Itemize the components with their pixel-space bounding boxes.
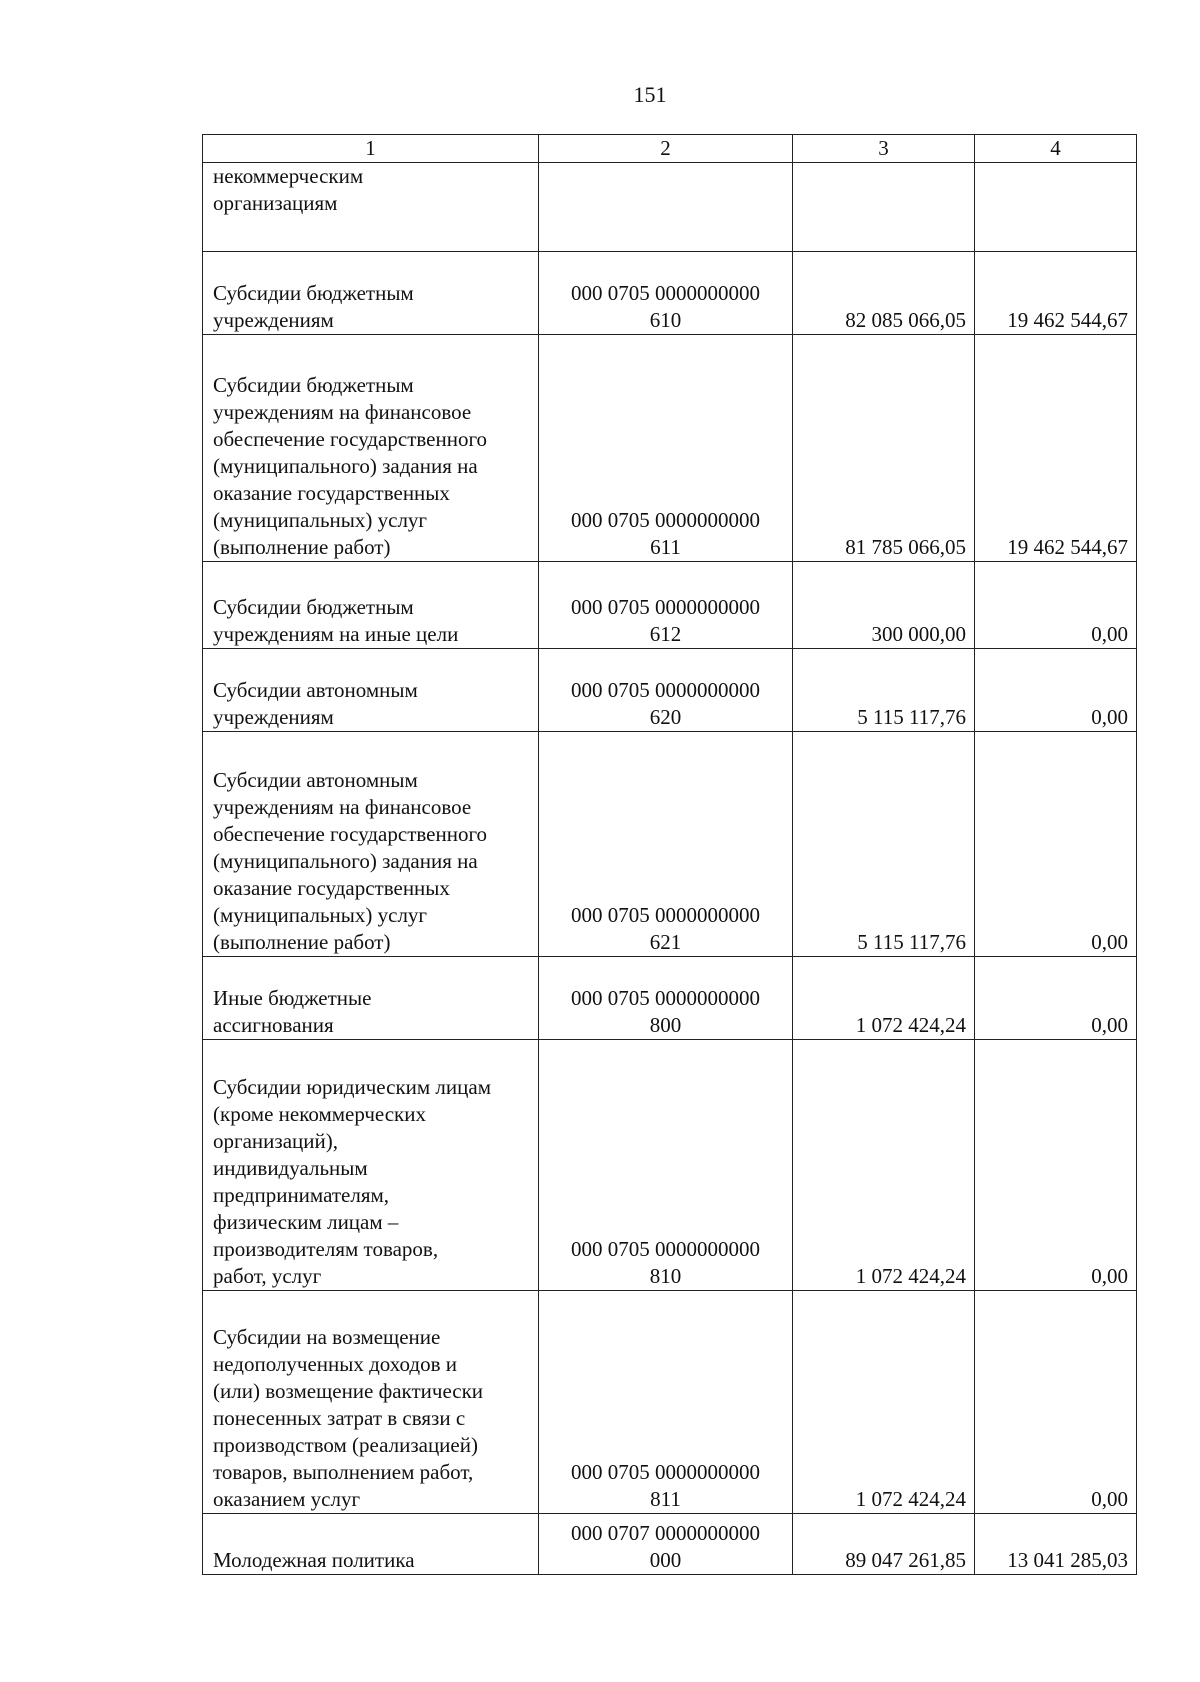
- row-value-col4: 0,00: [975, 649, 1137, 732]
- row-value-col3: 82 085 066,05: [793, 252, 975, 335]
- row-value-col4: 0,00: [975, 732, 1137, 957]
- header-row: [203, 135, 1137, 163]
- row-code: 000 0707 0000000000 000: [539, 1514, 793, 1575]
- row-name: Субсидии на возмещение недополученных доходов и (или) возмещение фактически понесенных затрат в связи с производством (реализацией) товаров, выполнением работ, оказанием услуг: [203, 1291, 539, 1514]
- row-name: Иные бюджетные ассигнования: [203, 957, 539, 1040]
- row-value-col3: 5 115 117,76: [793, 649, 975, 732]
- row-value-col3: 89 047 261,85: [793, 1514, 975, 1575]
- row-value-col4: 19 462 544,67: [975, 252, 1137, 335]
- row-name: некоммерческим организациям: [203, 163, 539, 252]
- row-value-col4: 0,00: [975, 1291, 1137, 1514]
- row-name: Субсидии юридическим лицам (кроме некоммерческих организаций), индивидуальным предпринимателям, физическим лицам – производителям товаров, работ, услуг: [203, 1040, 539, 1291]
- row-value-col4: 13 041 285,03: [975, 1514, 1137, 1575]
- row-name: Субсидии автономным учреждениям: [203, 649, 539, 732]
- row-name: Субсидии автономным учреждениям на финансовое обеспечение государственного (муниципального) задания на оказание государственных (муниципальных) услуг (выполнение работ): [203, 732, 539, 957]
- header-col-3: 3: [793, 135, 975, 163]
- table-row: [203, 1514, 1137, 1575]
- table-row: [203, 732, 1137, 957]
- row-code: 000 0705 0000000000 620: [539, 649, 793, 732]
- row-value-col3: 300 000,00: [793, 562, 975, 649]
- table-row: [203, 957, 1137, 1040]
- table-row: [203, 335, 1137, 562]
- row-value-col4: 0,00: [975, 562, 1137, 649]
- row-value-col3: 5 115 117,76: [793, 732, 975, 957]
- table-row: [203, 252, 1137, 335]
- row-name: Субсидии бюджетным учреждениям на иные цели: [203, 562, 539, 649]
- row-code: 000 0705 0000000000 810: [539, 1040, 793, 1291]
- row-name: Субсидии бюджетным учреждениям на финансовое обеспечение государственного (муниципального) задания на оказание государственных (муниципальных) услуг (выполнение работ): [203, 335, 539, 562]
- table-row: [203, 1291, 1137, 1514]
- row-code: 000 0705 0000000000 800: [539, 957, 793, 1040]
- row-value-col3: [793, 163, 975, 252]
- row-code: 000 0705 0000000000 611: [539, 335, 793, 562]
- table-body: [203, 163, 1137, 1575]
- row-value-col3: 1 072 424,24: [793, 957, 975, 1040]
- table-header: [203, 135, 1137, 163]
- page-number: 151: [633, 82, 667, 107]
- row-code: [539, 163, 793, 252]
- budget-table: [202, 134, 1137, 1575]
- row-value-col4: 0,00: [975, 1040, 1137, 1291]
- row-value-col3: 1 072 424,24: [793, 1040, 975, 1291]
- header-col-2: 2: [539, 135, 793, 163]
- row-value-col4: 19 462 544,67: [975, 335, 1137, 562]
- row-name: Молодежная политика: [203, 1514, 539, 1575]
- row-code: 000 0705 0000000000 621: [539, 732, 793, 957]
- row-value-col3: 1 072 424,24: [793, 1291, 975, 1514]
- table-row: [203, 163, 1137, 252]
- row-code: 000 0705 0000000000 811: [539, 1291, 793, 1514]
- row-value-col4: [975, 163, 1137, 252]
- row-value-col4: 0,00: [975, 957, 1137, 1040]
- row-name: Субсидии бюджетным учреждениям: [203, 252, 539, 335]
- budget-table-container: [202, 134, 1136, 1575]
- table-row: [203, 1040, 1137, 1291]
- table-row: [203, 649, 1137, 732]
- header-col-4: 4: [975, 135, 1137, 163]
- row-value-col3: 81 785 066,05: [793, 335, 975, 562]
- table-row: [203, 562, 1137, 649]
- header-col-1: 1: [203, 135, 539, 163]
- row-code: 000 0705 0000000000 612: [539, 562, 793, 649]
- row-code: 000 0705 0000000000 610: [539, 252, 793, 335]
